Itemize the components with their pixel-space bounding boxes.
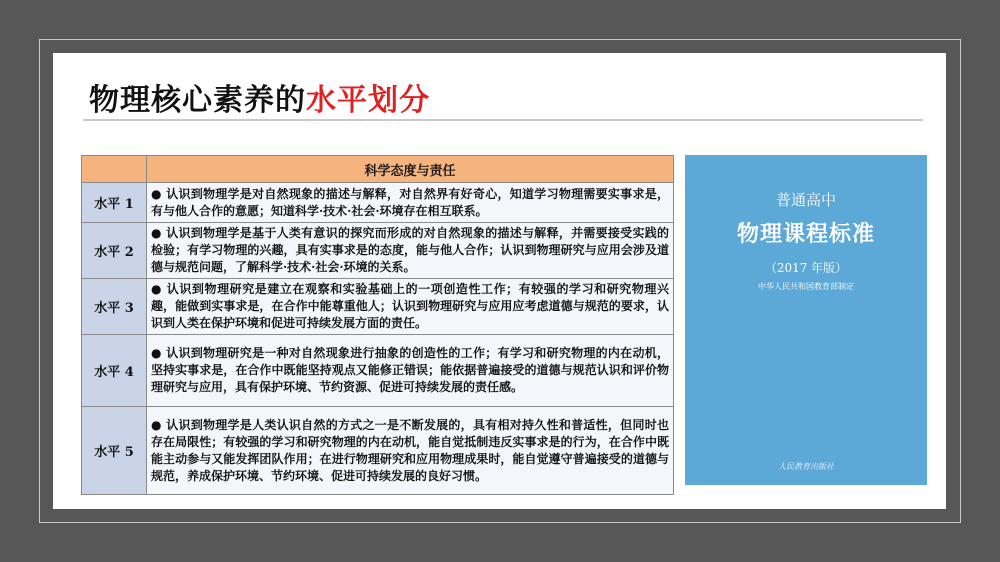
table-header-row: [82, 156, 674, 183]
title-divider: [83, 119, 923, 121]
book-edition: （2017 年版）: [764, 261, 848, 275]
title-red-part: 水平划分: [306, 83, 430, 118]
level-label: 水平 4: [82, 335, 147, 407]
book-title: 物理课程标准: [736, 221, 875, 247]
table-row: [82, 223, 674, 279]
table-header-corner: [82, 156, 147, 183]
level-label: 水平 2: [82, 223, 147, 279]
level-description: ● 认识到物理学是对自然现象的描述与解释，对自然界有好奇心，知道学习物理需要实事求是，有与他人合作的意愿；知道科学·技术·社会·环境存在相互联系。: [147, 183, 674, 223]
level-description: ● 认识到物理学是基于人类有意识的探究而形成的对自然现象的描述与解释，并需要接受实践的检验；有学习物理的兴趣，具有实事求是的态度，能与他人合作；认识到物理研究与应用会涉及道德与规范问题，了解科学·技术·社会·环境的关系。: [147, 223, 674, 279]
level-description: ● 认识到物理学是人类认识自然的方式之一是不断发展的，具有相对持久性和普适性，但同时也存在局限性；有较强的学习和研究物理的内在动机，能自觉抵制违反实事求是的行为，在合作中既能主动参与又能发挥团队作用；在进行物理研究和应用物理成果时，能自觉遵守普遍接受的道德与规范，养成保护环境、节约环境、促进可持续发展的良好习惯。: [147, 407, 674, 495]
title-black-part: 物理核心素养的: [89, 83, 306, 118]
level-label: 水平 3: [82, 279, 147, 335]
slide: [53, 53, 946, 509]
table-header: 科学态度与责任: [147, 156, 674, 183]
level-label: 水平 1: [82, 183, 147, 223]
level-label: 水平 5: [82, 407, 147, 495]
book-cover-image: [685, 155, 927, 485]
book-issuer: 中华人民共和国教育部制定: [758, 282, 854, 291]
table-row: [82, 407, 674, 495]
table-row: [82, 279, 674, 335]
table-row: [82, 335, 674, 407]
level-description: ● 认识到物理研究是一种对自然现象进行抽象的创造性的工作；有学习和研究物理的内在动机，坚持实事求是，在合作中既能坚持观点又能修正错误；能依据普遍接受的道德与规范认识和评价物理研究与应用，具有保护环境、节约资源、促进可持续发展的责任感。: [147, 335, 674, 407]
levels-table: [81, 155, 674, 495]
book-subtitle: 普通高中: [775, 191, 836, 209]
table-row: [82, 183, 674, 223]
slide-title: [89, 75, 430, 119]
book-imprint: 人民教育出版社: [778, 462, 834, 471]
level-description: ● 认识到物理研究是建立在观察和实验基础上的一项创造性工作；有较强的学习和研究物理兴趣，能做到实事求是，在合作中能尊重他人；认识到物理研究与应用应考虑道德与规范的要求，认识到人类在保护环境和促进可持续发展方面的责任。: [147, 279, 674, 335]
